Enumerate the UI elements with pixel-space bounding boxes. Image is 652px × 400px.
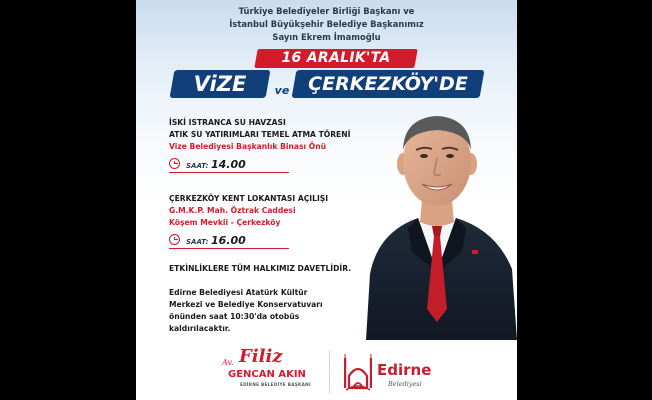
event2-time-label: SAAT:	[186, 238, 209, 246]
signature-first-name: Filiz	[239, 346, 283, 367]
header-line-3: Sayın Ekrem İmamoğlu	[272, 32, 381, 42]
bus-info-line4: kaldırılacaktır.	[169, 324, 231, 333]
event1-title-line1: İSKİ ISTRANCA SU HAVZASI	[169, 118, 286, 127]
event1-time: 14.00	[211, 158, 246, 171]
invitation-text: ETKİNLİKLERE TÜM HALKIMIZ DAVETLİDİR.	[169, 264, 352, 273]
logo-subtitle: Belediyesi	[388, 380, 422, 388]
header-line-2: İstanbul Büyükşehir Belediye Başkanımız	[229, 19, 424, 29]
event2-location-line1: G.M.K.P. Mah. Öztrak Caddesi	[169, 206, 296, 215]
date-text: 16 ARALIK'TA	[281, 50, 391, 66]
event2-title: ÇERKEZKÖY KENT LOKANTASI AÇILIŞI	[169, 194, 329, 203]
header-line-1: Türkiye Belediyeler Birliği Başkanı ve	[238, 6, 415, 16]
edirne-mosque-emblem-icon	[342, 352, 374, 392]
event-poster	[136, 0, 517, 400]
event2-divider	[169, 248, 289, 249]
logo-name: Edirne	[377, 361, 432, 379]
signature-surname: GENCAN AKIN	[228, 369, 306, 380]
footer-divider	[329, 350, 330, 394]
footer	[136, 340, 517, 400]
clock-icon	[169, 234, 180, 245]
bus-info-line2: Merkezi ve Belediye Konservatuvarı	[169, 300, 323, 309]
event1-time-label: SAAT:	[186, 162, 209, 170]
event1-location: Vize Belediyesi Başkanlık Binası Önü	[169, 142, 327, 151]
bus-info-line3: önünden saat 10:30'da otobüs	[169, 312, 300, 321]
bus-info-line1: Edirne Belediyesi Atatürk Kültür	[169, 288, 308, 297]
place-vize: ViZE	[193, 72, 247, 96]
event1-title-line2: ATIK SU YATIRIMLARI TEMEL ATMA TÖRENİ	[169, 130, 351, 139]
clock-icon	[169, 158, 180, 169]
event2-time: 16.00	[211, 234, 246, 247]
place-connector: ve	[274, 84, 290, 97]
place-cerkezkoy: ÇERKEZKÖY'DE	[308, 73, 468, 95]
event2-location-line2: Köşem Mevkii - Çerkezköy	[169, 218, 281, 227]
signature-title: EDİRNE BELEDİYE BAŞKANI	[240, 382, 311, 387]
event1-divider	[169, 172, 289, 173]
signature-prefix: Av.	[222, 358, 234, 367]
portrait-image	[356, 104, 517, 340]
